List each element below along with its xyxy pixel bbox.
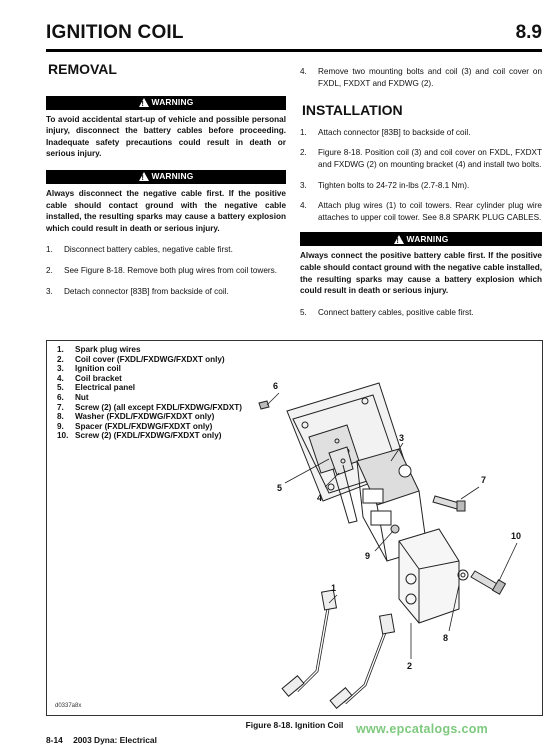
legend-text: Spark plug wires [75, 345, 141, 354]
legend-num: 4. [57, 373, 64, 383]
legend-item [57, 383, 242, 393]
legend-item [57, 412, 242, 422]
legend-num: 5. [57, 383, 64, 393]
callout-8: 8 [443, 633, 449, 643]
callout-4: 4 [317, 493, 323, 503]
warning-banner-2 [46, 170, 286, 184]
warning-banner-3 [300, 232, 542, 246]
legend-text: Washer (FXDL/FXDWG/FXDXT only) [75, 412, 215, 422]
warning-triangle-icon [394, 235, 404, 244]
right-column [300, 58, 542, 327]
warning-label: WARNING [151, 96, 194, 107]
step-number: 3. [300, 180, 307, 190]
figure-ignition-coil [46, 340, 543, 716]
callout-5: 5 [277, 483, 283, 493]
removal-step [46, 244, 286, 256]
legend-num: 7. [57, 402, 64, 412]
step-number: 4. [300, 67, 307, 76]
installation-step [300, 307, 542, 319]
page-header [46, 18, 542, 52]
callout-6: 6 [273, 381, 279, 391]
step-text: Figure 8-18. Position coil (3) and coil cover on FXDL, FXDXT and FXDWG (2) on mounting bracket (4) and install two bolts. [318, 148, 542, 169]
warning-text-3: Always connect the positive battery cable first. If the positive cable should contact ground with the negative cable installed, the resulting sparks may cause a battery explosion which could result in death or serious injury. [300, 251, 542, 296]
legend-text: Screw (2) (all except FXDL/FXDWG/FXDXT) [75, 402, 242, 412]
step-text: Detach connector [83B] from backside of coil. [64, 286, 229, 296]
legend-num: 3. [57, 364, 64, 374]
legend-num: 2. [57, 354, 64, 364]
figure-legend [57, 345, 242, 441]
legend-text: Screw (2) (FXDL/FXDWG/FXDXT only) [75, 431, 222, 441]
installation-heading: INSTALLATION [302, 102, 403, 119]
figure-code: d0337a8x [55, 703, 82, 709]
page-footer [46, 735, 157, 745]
header-rule [46, 49, 542, 52]
legend-text: Electrical panel [75, 383, 136, 393]
manual-title: 2003 Dyna: Electrical [73, 735, 157, 745]
step-number: 5. [300, 307, 307, 317]
left-column [46, 58, 286, 306]
installation-step [300, 147, 542, 170]
step-text: See Figure 8-18. Remove both plug wires from coil towers. [64, 265, 277, 275]
legend-item [57, 393, 242, 403]
screw-10-drawing [471, 571, 505, 594]
watermark-text: www.epcatalogs.com [356, 722, 489, 736]
removal-step [300, 66, 542, 89]
legend-item [57, 422, 242, 432]
installation-step [300, 127, 542, 139]
legend-item [57, 345, 242, 355]
step-text: Connect battery cables, positive cable first. [318, 307, 474, 317]
legend-text: Coil bracket [75, 373, 122, 383]
page-title: IGNITION COIL [46, 22, 184, 43]
legend-text: Ignition coil [75, 364, 121, 374]
page-number: 8-14 [46, 735, 63, 745]
step-text: Attach connector [83B] to backside of coil. [318, 127, 471, 137]
step-number: 4. [300, 201, 307, 211]
step-text: Remove two mounting bolts and coil (3) and coil cover on FXDL, FXDXT and FXDWG (2). [318, 67, 542, 88]
legend-text: Coil cover (FXDL/FXDWG/FXDXT only) [75, 354, 225, 364]
legend-num: 10. [57, 431, 69, 441]
removal-heading: REMOVAL [48, 61, 117, 77]
legend-item [57, 364, 242, 374]
legend-item [57, 374, 242, 384]
legend-num: 9. [57, 421, 64, 431]
warning-label: WARNING [151, 171, 194, 182]
callout-7: 7 [481, 475, 487, 485]
step-number: 1. [46, 245, 53, 255]
legend-num: 6. [57, 392, 64, 402]
step-number: 2. [300, 148, 307, 158]
callout-9: 9 [365, 551, 371, 561]
warning-triangle-icon [139, 172, 149, 181]
callout-1: 1 [331, 583, 337, 593]
coil-cover-drawing [399, 529, 459, 623]
step-number: 2. [46, 265, 53, 275]
spark-plug-wires-drawing [282, 590, 394, 708]
callout-10: 10 [511, 531, 522, 541]
legend-num: 1. [57, 345, 64, 354]
warning-label: WARNING [406, 233, 449, 244]
step-number: 3. [46, 286, 53, 296]
callout-3: 3 [399, 433, 405, 443]
legend-text: Nut [75, 392, 89, 402]
legend-num: 8. [57, 412, 64, 422]
warning-triangle-icon [139, 98, 149, 107]
installation-step [300, 200, 542, 223]
step-number: 1. [300, 127, 307, 137]
screw-7-drawing [433, 496, 465, 511]
removal-step [46, 286, 286, 298]
figure-caption: Figure 8-18. Ignition Coil [245, 720, 344, 730]
step-text: Attach plug wires (1) to coil towers. Rear cylinder plug wire attaches to upper coil tower. See 8.8 SPARK PLUG CABLES. [318, 201, 542, 222]
legend-item [57, 355, 242, 365]
warning-text-2: Always disconnect the negative cable first. If the positive cable should contact ground with the negative cable installed, the resulting sparks may cause a battery explosion which could result in death or serious injury. [46, 188, 286, 233]
callout-2: 2 [407, 661, 413, 671]
legend-text: Spacer (FXDL/FXDWG/FXDXT only) [75, 421, 213, 431]
installation-step [300, 180, 542, 192]
section-number: 8.9 [515, 22, 542, 43]
step-text: Tighten bolts to 24-72 in-lbs (2.7-8.1 Nm). [318, 180, 470, 190]
removal-step [46, 265, 286, 277]
warning-text-1: To avoid accidental start-up of vehicle and possible personal injury, disconnect the battery cables before proceeding. Inadequate safety precautions could result in death or serious injury. [46, 114, 286, 159]
legend-item [57, 403, 242, 413]
step-text: Disconnect battery cables, negative cable first. [64, 245, 233, 255]
warning-banner-1 [46, 96, 286, 110]
legend-item [57, 431, 242, 441]
